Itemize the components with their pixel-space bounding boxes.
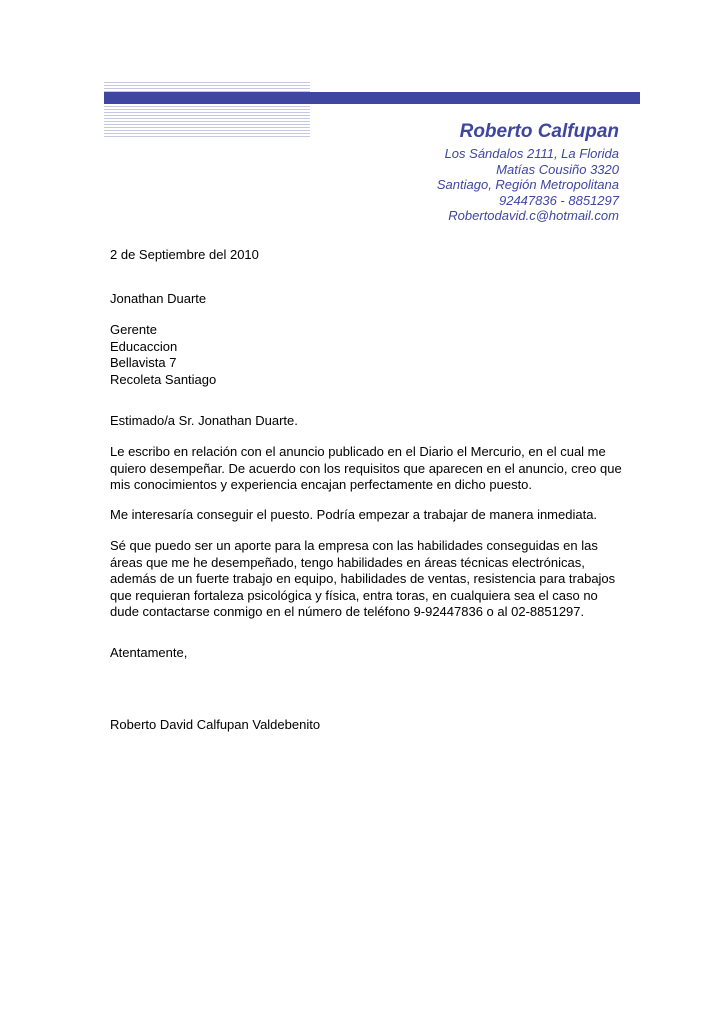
letter-greeting: Estimado/a Sr. Jonathan Duarte. <box>110 413 298 428</box>
recipient-line: Gerente <box>110 322 157 337</box>
header-stripes-decoration <box>104 82 310 138</box>
letter-paragraph: Me interesaría conseguir el puesto. Podría empezar a trabajar de manera inmediata. <box>110 507 598 522</box>
letter-signature: Roberto David Calfupan Valdebenito <box>110 717 321 732</box>
letter-date: 2 de Septiembre del 2010 <box>110 247 259 262</box>
sender-name: Roberto Calfupan <box>459 121 619 142</box>
recipient-line: Recoleta Santiago <box>110 371 217 387</box>
letter-closing: Atentamente, <box>110 645 188 660</box>
recipient-line: Bellavista 7 <box>110 355 177 370</box>
letter-paragraph: Le escribo en relación con el anuncio publicado en el Diario el Mercurio, en el cual me quiero desempeñar. De acuerdo con los requisitos que aparecen en el anuncio, creo que mis conocimientos y experiencia encajan perfectamente en dicho puesto. <box>110 444 622 492</box>
sender-address-line: Santiago, Región Metropolitana <box>436 177 619 192</box>
sender-address-line: Matías Cousiño 3320 <box>496 161 619 177</box>
recipient-address <box>110 322 622 388</box>
sender-phone: 92447836 - 8851297 <box>498 192 619 208</box>
sender-block <box>299 119 619 224</box>
header-accent-band <box>104 92 640 104</box>
sender-address-line: Los Sándalos 2111, La Florida <box>444 146 619 161</box>
recipient-name: Jonathan Duarte <box>110 291 207 306</box>
sender-email: Robertodavid.c@hotmail.com <box>448 208 619 223</box>
recipient-line: Educaccion <box>110 338 178 354</box>
letter-paragraph: Sé que puedo ser un aporte para la empresa con las habilidades conseguidas en las áreas que me he desempeñado, tengo habilidades en áreas técnicas electrónicas, además de un fuerte trabajo en equipo, habilidades de ventas, resistencia para trabajos que requieran fortaleza psicológica y física, entra toras, en cualquiera sea el caso no dude contactarse conmigo en el número de teléfono 9-92447836 o al 02-8851297. <box>110 538 616 619</box>
